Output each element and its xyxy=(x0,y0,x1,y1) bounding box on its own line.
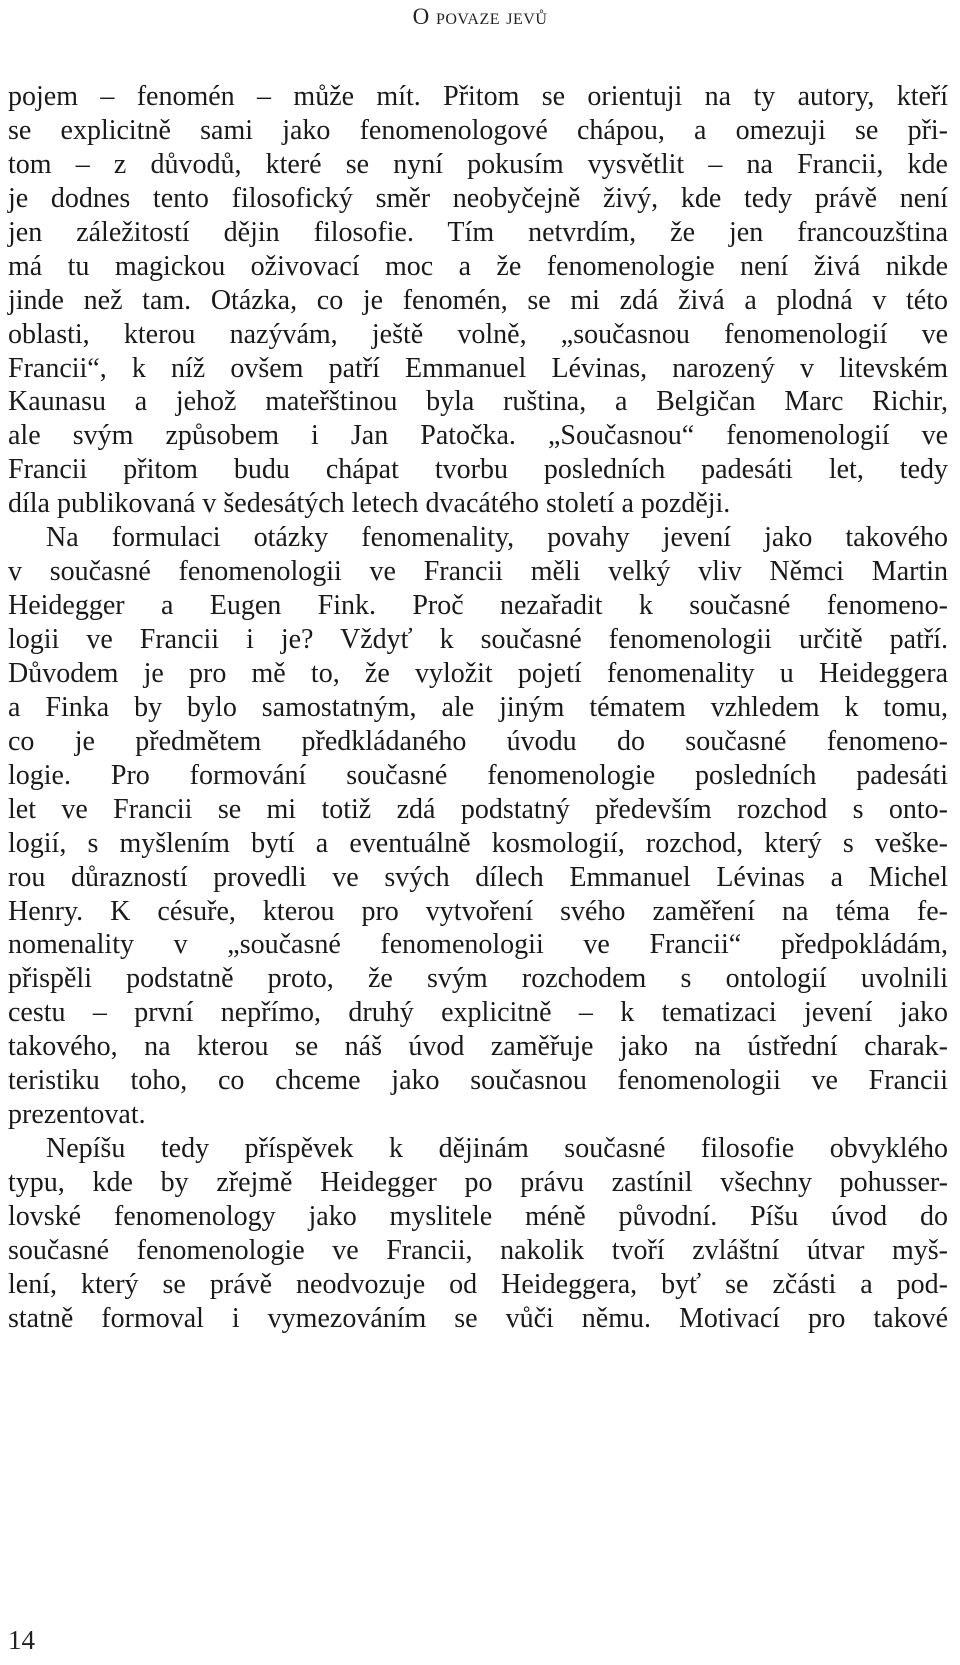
text-line: Důvodem je pro mě to, že vyložit pojetí fenomenality u Heideggera xyxy=(8,657,948,689)
text-line: jinde než tam. Otázka, co je fenomén, se mi zdá živá a plodná v této xyxy=(8,284,948,316)
text-line: Na formulaci otázky fenomenality, povahy jevení jako takového xyxy=(46,522,948,554)
text-line: rou důrazností provedli ve svých dílech Emmanuel Lévinas a Michel xyxy=(8,861,948,893)
text-line: se explicitně sami jako fenomenologové chápou, a omezuji se při- xyxy=(8,114,948,146)
text-line: a Finka by bylo samostatným, ale jiným tématem vzhledem k tomu, xyxy=(8,691,948,723)
text-line: nomenality v „současné fenomenologii ve Francii“ předpokládám, xyxy=(8,929,948,961)
text-line: jen záležitostí dějin filosofie. Tím netvrdím, že jen francouzština xyxy=(8,216,948,248)
text-line: logie. Pro formování současné fenomenologie posledních padesáti xyxy=(8,759,948,791)
text-line: takového, na kterou se náš úvod zaměřuje jako na ústřední charak- xyxy=(8,1031,948,1063)
page-number: 14 xyxy=(8,1625,35,1655)
text-line: ale svým způsobem i Jan Patočka. „Současnou“ fenomenologií ve xyxy=(8,420,948,452)
text-line: v současné fenomenologii ve Francii měli velký vliv Němci Martin xyxy=(8,556,948,588)
text-line: typu, kde by zřejmě Heidegger po právu zastínil všechny pohusser- xyxy=(8,1167,948,1198)
text-line: má tu magickou oživovací moc a že fenomenologie není živá nikde xyxy=(8,250,948,282)
text-line: teristiku toho, co chceme jako současnou fenomenologii ve Francii xyxy=(8,1065,948,1097)
text-line: tom – z důvodů, které se nyní pokusím vysvětlit – na Francii, kde xyxy=(8,148,948,180)
text-line: cestu – první nepřímo, druhý explicitně – k tematizaci jevení jako xyxy=(8,997,948,1029)
text-line: lovské fenomenology jako myslitele méně původní. Píšu úvod do xyxy=(8,1200,948,1232)
text-line: díla publikovaná v šedesátých letech dvacátého století a později. xyxy=(8,488,731,520)
text-line: prezentovat. xyxy=(8,1099,146,1131)
text-line: statně formoval i vymezováním se vůči němu. Motivací pro takové xyxy=(8,1302,948,1334)
text-line: současné fenomenologie ve Francii, nakolik tvoří zvláštní útvar myš- xyxy=(8,1234,948,1266)
text-line: je dodnes tento filosofický směr neobyčejně živý, kde tedy právě není xyxy=(8,182,948,214)
text-line: logii ve Francii i je? Vždyť k současné fenomenologii určitě patří. xyxy=(8,624,948,655)
text-line: přispěli podstatně proto, že svým rozchodem s ontologií uvolnili xyxy=(8,963,948,995)
text-line: logií, s myšlením bytí a eventuálně kosmologií, rozchod, který s veške- xyxy=(8,827,948,859)
text-line: lení, který se právě neodvozuje od Heideggera, byť se zčásti a pod- xyxy=(8,1268,948,1300)
text-line: co je předmětem předkládaného úvodu do současné fenomeno- xyxy=(8,725,948,757)
text-line: Francii přitom budu chápat tvorbu posledních padesáti let, tedy xyxy=(8,454,948,486)
text-line: Heidegger a Eugen Fink. Proč nezařadit k současné fenomeno- xyxy=(8,590,948,622)
text-line: let ve Francii se mi totiž zdá podstatný především rozchod s onto- xyxy=(8,793,948,825)
text-line: Francii“, k níž ovšem patří Emmanuel Lévinas, narozený v litevském xyxy=(8,352,948,384)
text-line: oblasti, kterou nazývám, ještě volně, „současnou fenomenologií ve xyxy=(8,318,948,350)
body-text xyxy=(8,80,948,1336)
text-line: Henry. K césuře, kterou pro vytvoření svého zaměření na téma fe- xyxy=(8,895,948,927)
text-line: Kaunasu a jehož mateřštinou byla ruština, a Belgičan Marc Richir, xyxy=(8,386,948,418)
text-line: pojem – fenomén – může mít. Přitom se orientuji na ty autory, kteří xyxy=(8,81,948,112)
text-line: Nepíšu tedy příspěvek k dějinám současné filosofie obvyklého xyxy=(46,1133,948,1165)
running-head: O povaze jevů xyxy=(412,4,548,29)
